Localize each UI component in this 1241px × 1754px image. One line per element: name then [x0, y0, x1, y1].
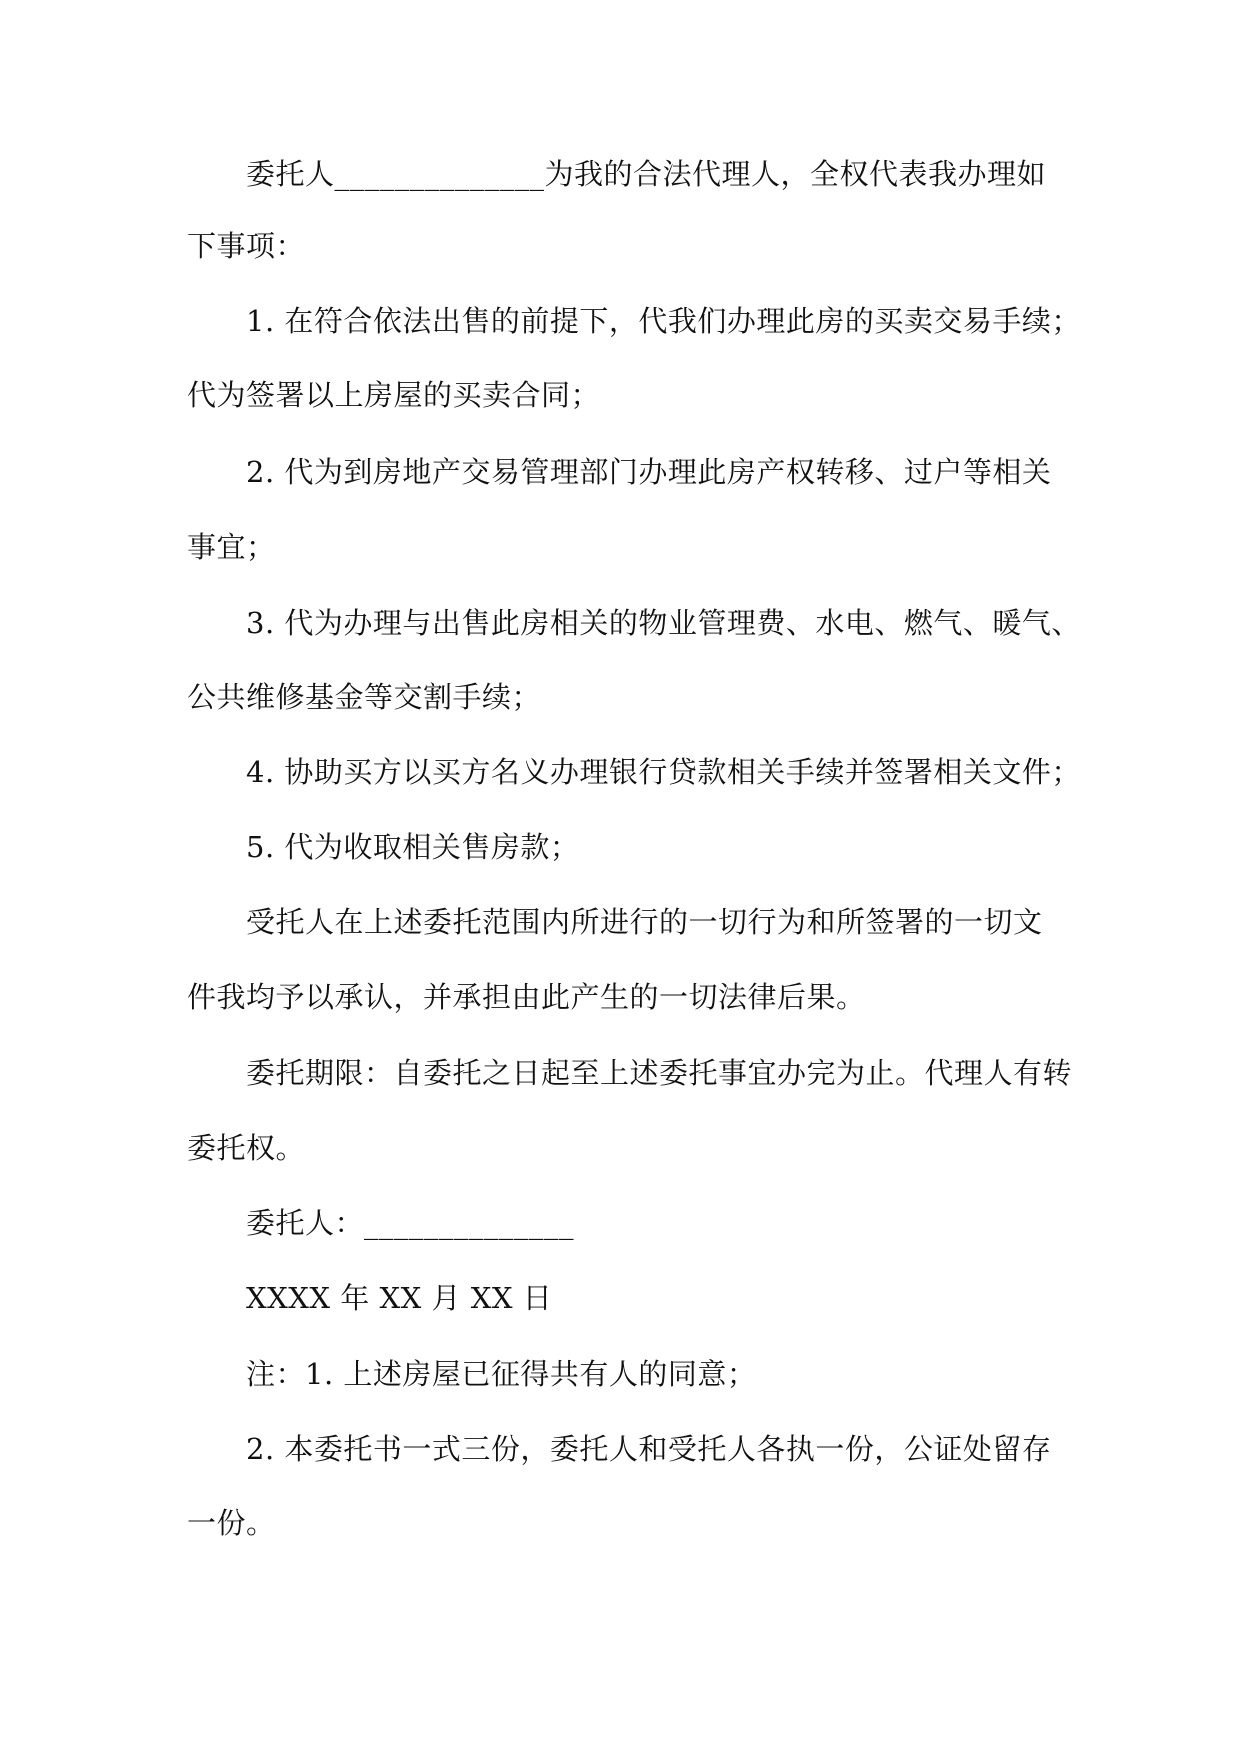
doc-line-8: 公共维修基金等交割手续； [187, 680, 542, 714]
note-line-3: 一份。 [187, 1506, 276, 1540]
doc-line-5: 2. 代为到房地产交易管理部门办理此房产权转移、过户等相关 [246, 455, 1052, 489]
note-line-1: 注：1. 上述房屋已征得共有人的同意； [246, 1357, 757, 1391]
doc-line-14: 委托权。 [187, 1131, 306, 1165]
doc-line-4: 代为签署以上房屋的买卖合同； [187, 378, 601, 412]
doc-line-13: 委托期限：自委托之日起至上述委托事宜办完为止。代理人有转 [246, 1056, 1073, 1090]
note-line-2: 2. 本委托书一式三份，委托人和受托人各执一份，公证处留存 [246, 1432, 1052, 1466]
doc-line-2: 下事项： [187, 229, 306, 263]
doc-line-10: 5. 代为收取相关售房款； [246, 830, 580, 864]
doc-line-6: 事宜； [187, 530, 276, 564]
doc-line-7: 3. 代为办理与出售此房相关的物业管理费、水电、燃气、暖气、 [246, 606, 1081, 640]
doc-line-9: 4. 协助买方以买方名义办理银行贷款相关手续并签署相关文件； [246, 755, 1081, 789]
date-line: XXXX 年 XX 月 XX 日 [246, 1281, 553, 1315]
doc-line-1: 委托人______________为我的合法代理人，全权代表我办理如 [246, 157, 1047, 191]
doc-line-12: 件我均予以承认，并承担由此产生的一切法律后果。 [187, 980, 866, 1014]
doc-line-11: 受托人在上述委托范围内所进行的一切行为和所签署的一切文 [246, 905, 1043, 939]
doc-line-3: 1. 在符合依法出售的前提下，代我们办理此房的买卖交易手续； [246, 304, 1081, 338]
principal-signature-line: 委托人：______________ [246, 1206, 575, 1240]
